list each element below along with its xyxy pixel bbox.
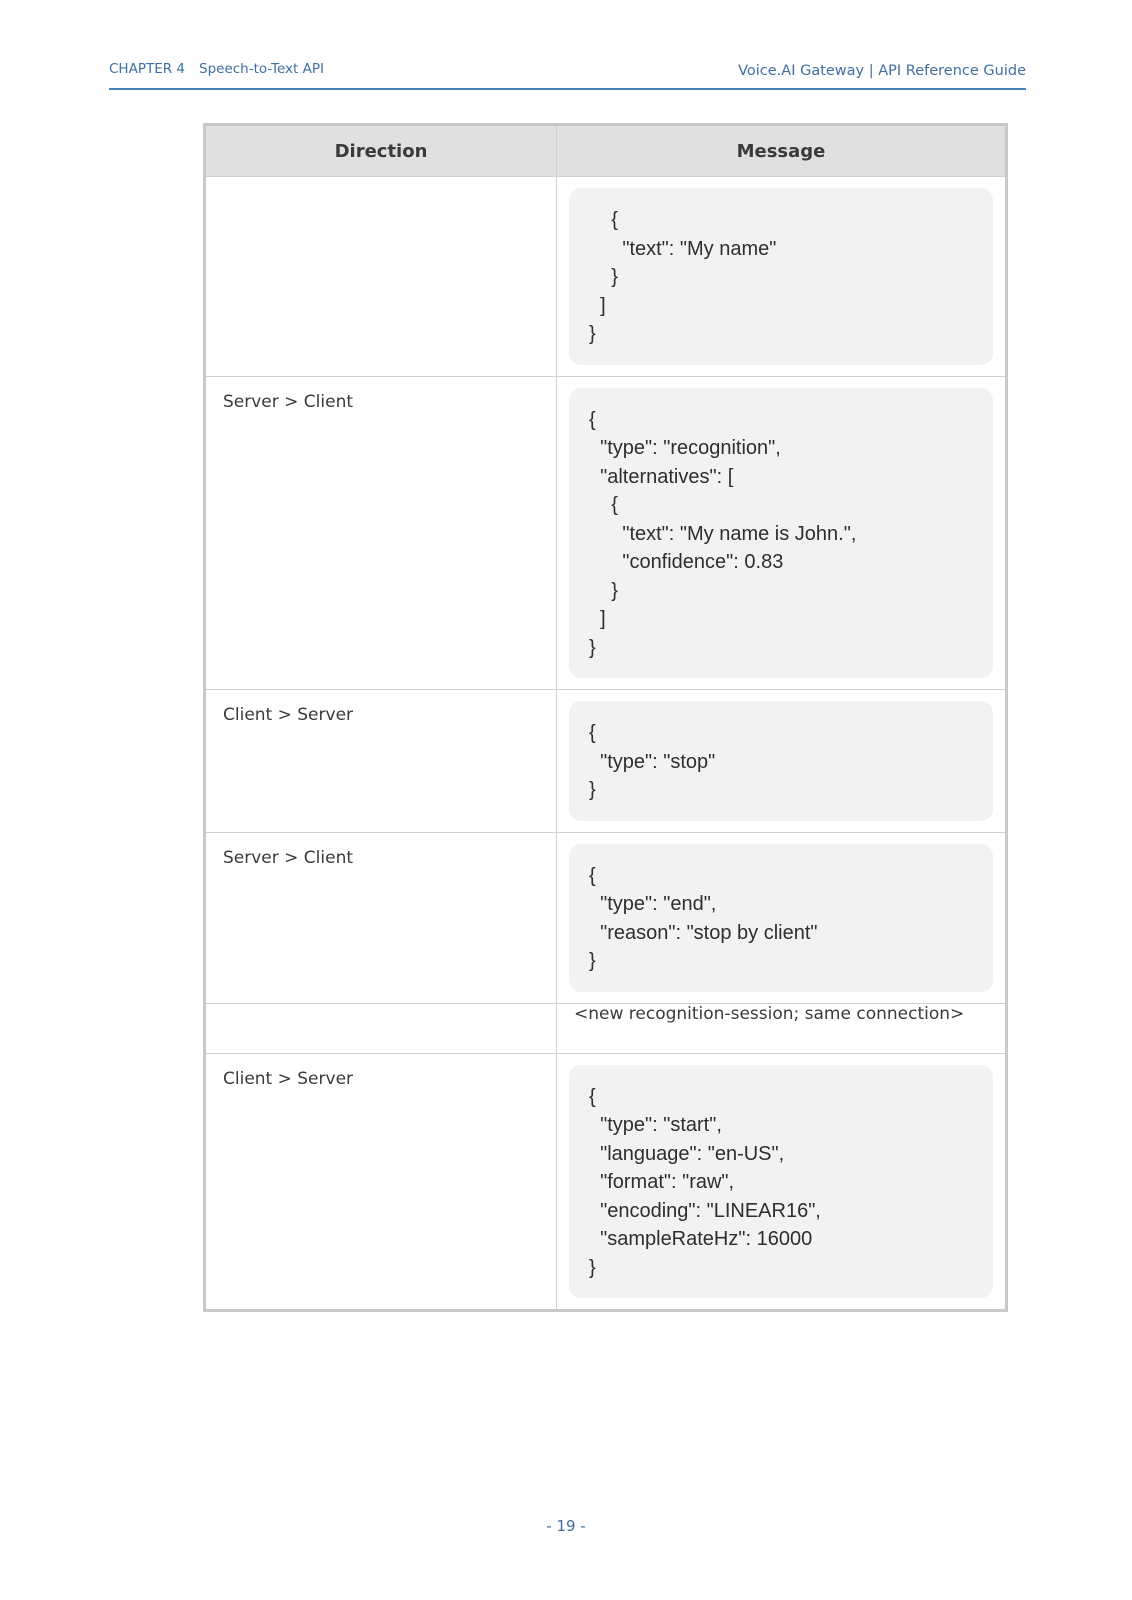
direction-cell: Server > Client	[205, 832, 557, 1003]
message-cell	[557, 376, 1007, 690]
column-header-direction: Direction	[205, 125, 557, 177]
column-header-message: Message	[557, 125, 1007, 177]
table-row	[205, 376, 1007, 690]
direction-cell	[205, 1003, 557, 1053]
message-cell	[557, 832, 1007, 1003]
chapter-heading	[109, 61, 324, 77]
json-message-block: { "type": "start", "language": "en-US", "format": "raw", "encoding": "LINEAR16", "sampleRateHz": 16000 }	[569, 1065, 993, 1299]
session-note-cell: <new recognition-session; same connection>	[557, 1003, 1007, 1053]
page-number: - 19 -	[546, 1517, 586, 1535]
message-table-container	[203, 123, 1005, 1312]
table-row	[205, 177, 1007, 377]
document-title: Voice.AI Gateway | API Reference Guide	[738, 63, 1026, 79]
chapter-title: Speech-to-Text API	[199, 61, 324, 77]
message-cell	[557, 1053, 1007, 1311]
message-cell	[557, 690, 1007, 833]
json-message-block: { "type": "stop" }	[569, 701, 993, 821]
direction-cell: Client > Server	[205, 690, 557, 833]
chapter-number: CHAPTER 4	[109, 61, 185, 77]
table-row	[205, 1053, 1007, 1311]
table-row	[205, 832, 1007, 1003]
page-header	[109, 58, 1026, 90]
table-row	[205, 1003, 1007, 1053]
json-message-block: { "text": "My name" } ] }	[569, 188, 993, 365]
message-table	[203, 123, 1008, 1312]
table-row	[205, 690, 1007, 833]
direction-cell: Client > Server	[205, 1053, 557, 1311]
direction-cell	[205, 177, 557, 377]
table-header-row	[205, 125, 1007, 177]
json-message-block: { "type": "end", "reason": "stop by client" }	[569, 844, 993, 992]
direction-cell: Server > Client	[205, 376, 557, 690]
message-cell	[557, 177, 1007, 377]
json-message-block: { "type": "recognition", "alternatives": [ { "text": "My name is John.", "confidence": 0.83 } ] }	[569, 388, 993, 679]
